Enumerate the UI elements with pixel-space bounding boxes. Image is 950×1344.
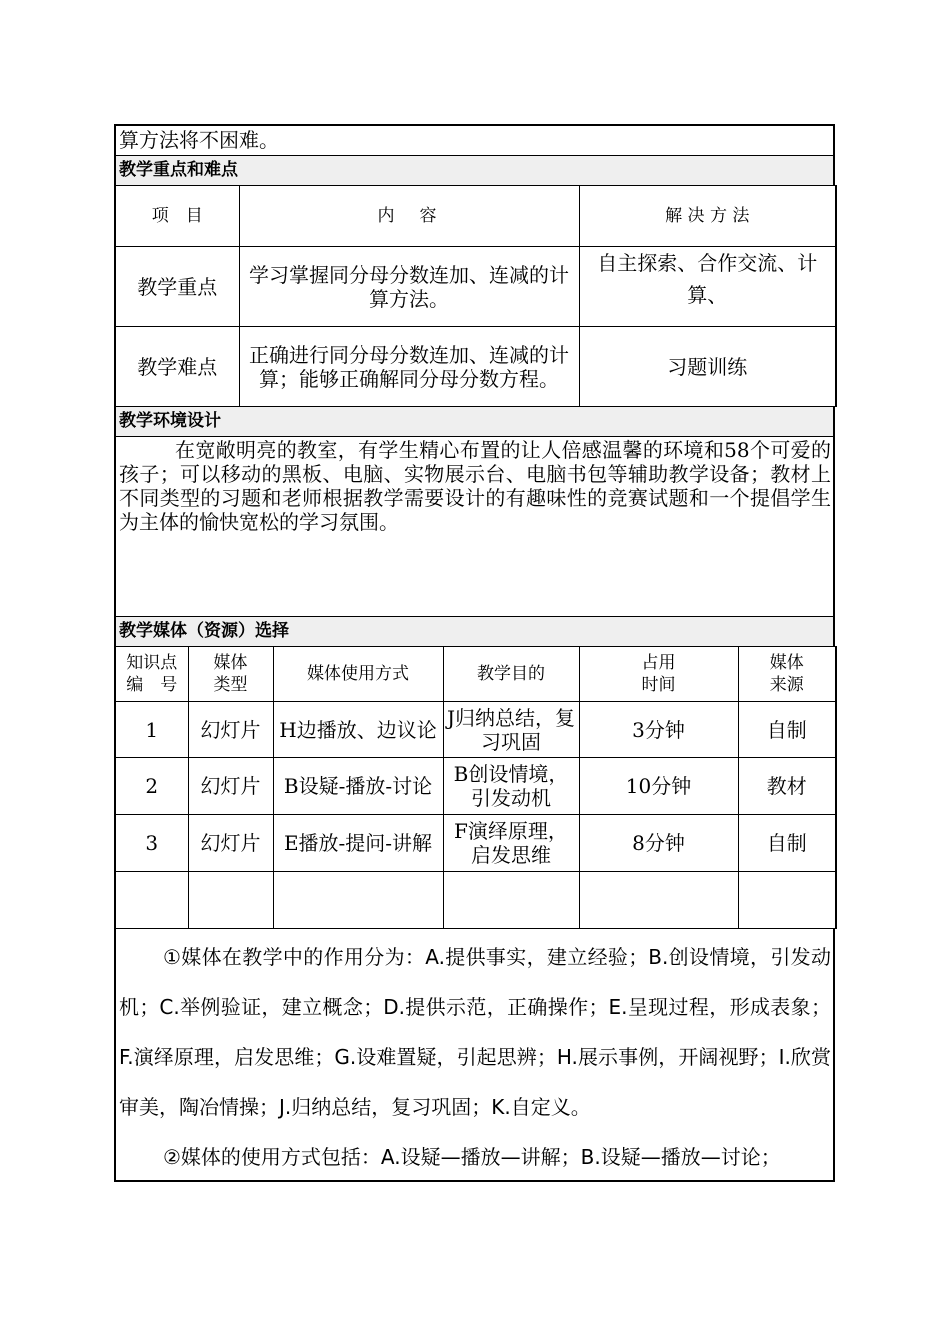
table-row: [115, 247, 836, 327]
continuation-row: [114, 124, 835, 155]
header-media-type: 媒体 类型: [188, 647, 273, 702]
table-row: [115, 758, 836, 815]
content-cell: 学习掌握同分母分数连加、连减的计算方法。: [239, 247, 579, 327]
section-title-environment: 教学环境设计: [114, 406, 835, 437]
time-cell: 10分钟: [579, 758, 738, 815]
table-row: [115, 702, 836, 758]
item-cell: 教学难点: [115, 327, 239, 407]
key-points-table: [114, 185, 837, 407]
notes-box: [114, 928, 835, 1182]
usage-cell: E播放-提问-讲解: [273, 815, 443, 872]
source-cell: 自制: [738, 702, 836, 758]
time-cell: 8分钟: [579, 815, 738, 872]
no-cell: 2: [115, 758, 188, 815]
time-cell: [579, 872, 738, 929]
header-method: 解 决 方 法: [579, 186, 836, 247]
no-cell: [115, 872, 188, 929]
section-title-key-points: 教学重点和难点: [114, 155, 835, 186]
no-cell: 1: [115, 702, 188, 758]
table-row: [115, 327, 836, 407]
purpose-cell: J归纳总结，复习巩固: [443, 702, 579, 758]
source-cell: 自制: [738, 815, 836, 872]
section-title-media: 教学媒体（资源）选择: [114, 616, 835, 647]
notes-text: [116, 928, 833, 1182]
type-cell: 幻灯片: [188, 702, 273, 758]
source-cell: 教材: [738, 758, 836, 815]
note-media-usage: ②媒体的使用方式包括：A.设疑—播放—讲解；B.设疑—播放—讨论；: [163, 1145, 781, 1169]
media-table: [114, 646, 837, 929]
item-cell: 教学重点: [115, 247, 239, 327]
header-item: 项 目: [115, 186, 239, 247]
header-content: 内 容: [239, 186, 579, 247]
type-cell: 幻灯片: [188, 758, 273, 815]
header-purpose: 教学目的: [443, 647, 579, 702]
environment-text: 在宽敞明亮的教室，有学生精心布置的让人倍感温馨的环境和58个可爱的孩子；可以移动的黑板、电脑、实物展示台、电脑书包等辅助教学设备；教材上不同类型的习题和老师根据教学需要设计的有趣味性的竞赛试题和一个提倡学生为主体的愉快宽松的学习氛围。: [119, 438, 831, 534]
source-cell: [738, 872, 836, 929]
type-cell: [188, 872, 273, 929]
usage-cell: H边播放、边议论: [273, 702, 443, 758]
note-media-roles: ①媒体在教学中的作用分为：A.提供事实，建立经验；B.创设情境，引发动机；C.举例验证，建立概念；D.提供示范，正确操作；E.呈现过程，形成表象；F.演绎原理，启发思维；G.设难置疑，引起思辨；H.展示事例，开阔视野；I.欣赏审美，陶冶情操；J.归纳总结，复习巩固；K.自定义。: [119, 945, 831, 1119]
usage-cell: B设疑-播放-讨论: [273, 758, 443, 815]
no-cell: 3: [115, 815, 188, 872]
header-source: 媒体 来源: [738, 647, 836, 702]
content-cell: 正确进行同分母分数连加、连减的计算；能够正确解同分母分数方程。: [239, 327, 579, 407]
purpose-cell: F演绎原理，启发思维: [443, 815, 579, 872]
header-knowledge-no: 知识点 编 号: [115, 647, 188, 702]
continuation-text: 算方法将不困难。: [119, 128, 279, 152]
purpose-cell: [443, 872, 579, 929]
header-time: 占用 时间: [579, 647, 738, 702]
method-cell: 自主探索、合作交流、计算、: [579, 247, 836, 327]
table-row: [115, 815, 836, 872]
time-cell: 3分钟: [579, 702, 738, 758]
type-cell: 幻灯片: [188, 815, 273, 872]
method-cell: 习题训练: [579, 327, 836, 407]
table-row: [115, 872, 836, 929]
purpose-cell: B创设情境，引发动机: [443, 758, 579, 815]
header-usage: 媒体使用方式: [273, 647, 443, 702]
environment-box: [114, 436, 835, 616]
usage-cell: [273, 872, 443, 929]
